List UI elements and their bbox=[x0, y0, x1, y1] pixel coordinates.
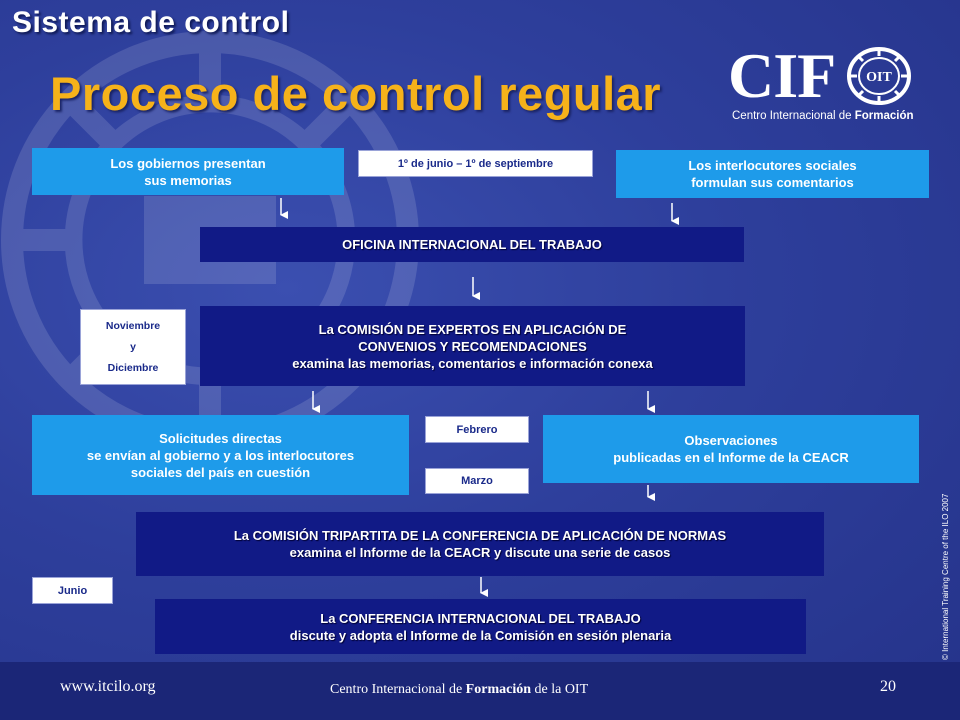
conference-box bbox=[155, 599, 806, 654]
observations-line-1: Observaciones bbox=[684, 433, 778, 448]
footer-org-suffix: de la OIT bbox=[531, 682, 589, 697]
committee-experts-line-1: La COMISIÓN DE EXPERTOS EN APLICACIÓN DE bbox=[318, 321, 627, 337]
copyright-notice: © International Training Centre of the ILO 2007 bbox=[941, 493, 950, 660]
logo-wordmark: CIF bbox=[728, 40, 836, 111]
page-number: 20 bbox=[880, 678, 896, 695]
footer-organization bbox=[330, 682, 588, 698]
conference-line-2: discute y adopta el Informe de la Comisión en sesión plenaria bbox=[289, 627, 672, 643]
governments-line-1: Los gobiernos presentan bbox=[110, 155, 266, 171]
tripartite-committee-line-2: examina el Informe de la CEACR y discute una serie de casos bbox=[289, 545, 671, 560]
committee-experts-line-2: CONVENIOS Y RECOMENDACIONES bbox=[358, 338, 587, 354]
observations-line-2: publicadas en el Informe de la CEACR bbox=[613, 450, 849, 465]
nov-dec-line-1: Noviembre bbox=[105, 319, 161, 332]
footer-url[interactable]: www.itcilo.org bbox=[60, 678, 156, 695]
emblem-text: OIT bbox=[866, 70, 892, 85]
section-title: Sistema de control bbox=[12, 6, 290, 39]
ilo-office-box: OFICINA INTERNACIONAL DEL TRABAJO bbox=[200, 227, 744, 262]
february-box: Febrero bbox=[425, 416, 529, 443]
conference-line-1: La CONFERENCIA INTERNACIONAL DEL TRABAJO bbox=[320, 610, 641, 626]
logo-subtitle bbox=[732, 110, 914, 122]
cif-logo bbox=[728, 40, 952, 130]
direct-requests-box bbox=[32, 415, 409, 495]
march-box: Marzo bbox=[425, 468, 529, 494]
social-partners-box bbox=[616, 150, 929, 198]
nov-dec-line-2: y bbox=[130, 340, 136, 353]
observations-box bbox=[543, 415, 919, 483]
nov-dec-box bbox=[80, 309, 186, 385]
main-title: Proceso de control regular bbox=[50, 67, 662, 120]
governments-line-2: sus memorias bbox=[144, 172, 232, 188]
oit-emblem-icon bbox=[844, 46, 914, 106]
logo-subtitle-bold: Formación bbox=[854, 110, 914, 122]
direct-requests-line-3: sociales del país en cuestión bbox=[130, 464, 311, 480]
direct-requests-line-2: se envían al gobierno y a los interlocutores bbox=[86, 447, 355, 463]
governments-box bbox=[32, 148, 344, 195]
nov-dec-line-3: Diciembre bbox=[107, 361, 159, 374]
logo-subtitle-prefix: Centro Internacional de bbox=[732, 110, 855, 122]
social-partners-line-1: Los interlocutores sociales bbox=[688, 158, 857, 173]
footer-org-prefix: Centro Internacional de bbox=[330, 682, 466, 697]
footer-org-bold: Formación bbox=[465, 682, 531, 697]
committee-experts-box bbox=[200, 306, 745, 386]
direct-requests-line-1: Solicitudes directas bbox=[159, 430, 282, 446]
committee-experts-line-3: examina las memorias, comentarios e información conexa bbox=[292, 355, 653, 371]
date-range-box: 1º de junio – 1º de septiembre bbox=[358, 150, 593, 177]
tripartite-committee-line-1: La COMISIÓN TRIPARTITA DE LA CONFERENCIA DE APLICACIÓN DE NORMAS bbox=[233, 528, 727, 543]
june-box: Junio bbox=[32, 577, 113, 604]
social-partners-line-2: formulan sus comentarios bbox=[691, 175, 854, 190]
tripartite-committee-box bbox=[136, 512, 824, 576]
